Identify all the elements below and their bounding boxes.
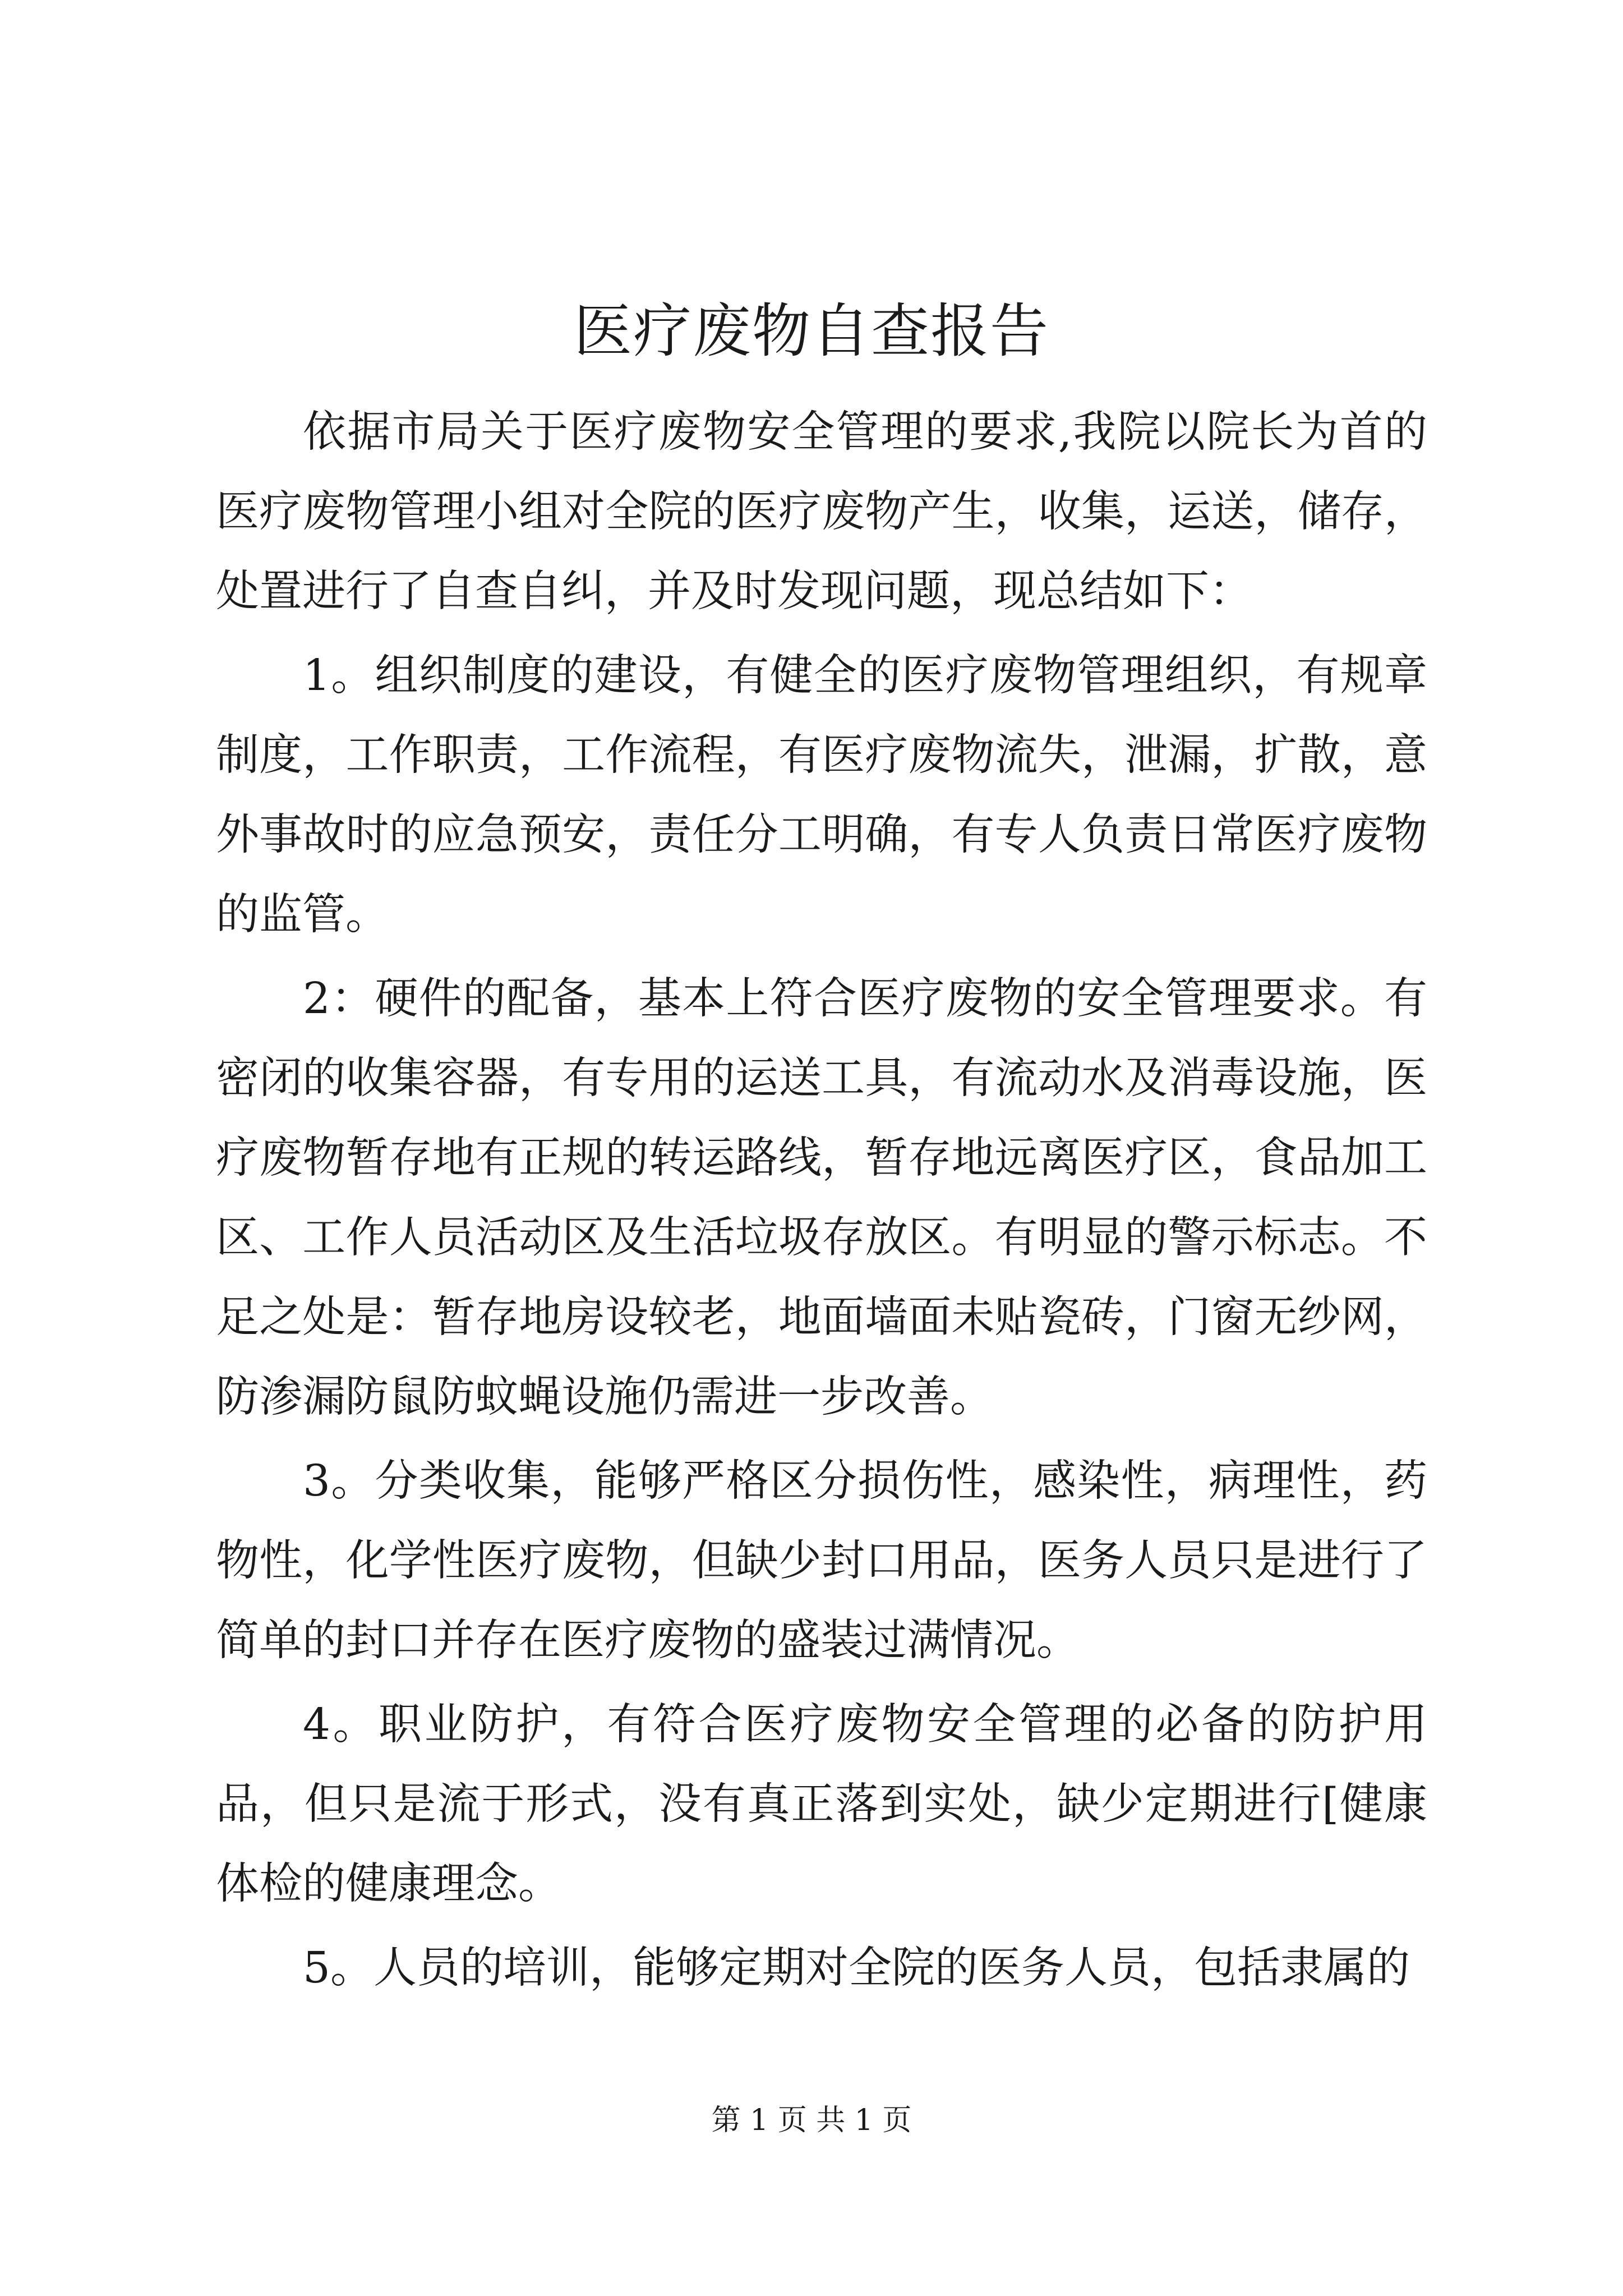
paragraph-3: 3。分类收集，能够严格区分损伤性，感染性，病理性，药物性，化学性医疗废物，但缺少封口用品，医务人员只是进行了简单的封口并存在医疗废物的盛装过满情况。 [216,1456,1427,1665]
page-number-footer: 第 1 页 共 1 页 [711,2104,912,2137]
document-title: 医疗废物自查报告 [573,297,1049,365]
paragraph-1: 1。组织制度的建设，有健全的医疗废物管理组织，有规章制度，工作职责，工作流程，有医疗废物流失，泄漏，扩散，意外事故时的应急预安，责任分工明确，有专人负责日常医疗废物的监管。 [216,651,1427,940]
document-body [216,393,1427,2013]
paragraph-intro: 依据市局关于医疗废物安全管理的要求,我院以院长为首的医疗废物管理小组对全院的医疗废物产生，收集，运送，储存，处置进行了自查自纠，并及时发现问题，现总结如下： [216,407,1427,616]
paragraph-2: 2：硬件的配备，基本上符合医疗废物的安全管理要求。有密闭的收集容器，有专用的运送工具，有流动水及消毒设施，医疗废物暂存地有正规的转运路线，暂存地远离医疗区，食品加工区、工作人员活动区及生活垃圾存放区。有明显的警示标志。不足之处是：暂存地房设较老，地面墙面未贴瓷砖，门窗无纱网，防渗漏防鼠防蚊蝇设施仍需进一步改善。 [216,974,1427,1422]
paragraph-4: 4。职业防护，有符合医疗废物安全管理的必备的防护用品，但只是流于形式，没有真正落到实处，缺少定期进行[健康体检的健康理念。 [216,1700,1427,1909]
paragraph-5: 5。人员的培训，能够定期对全院的医务人员，包括隶属的 [303,1943,1410,1993]
